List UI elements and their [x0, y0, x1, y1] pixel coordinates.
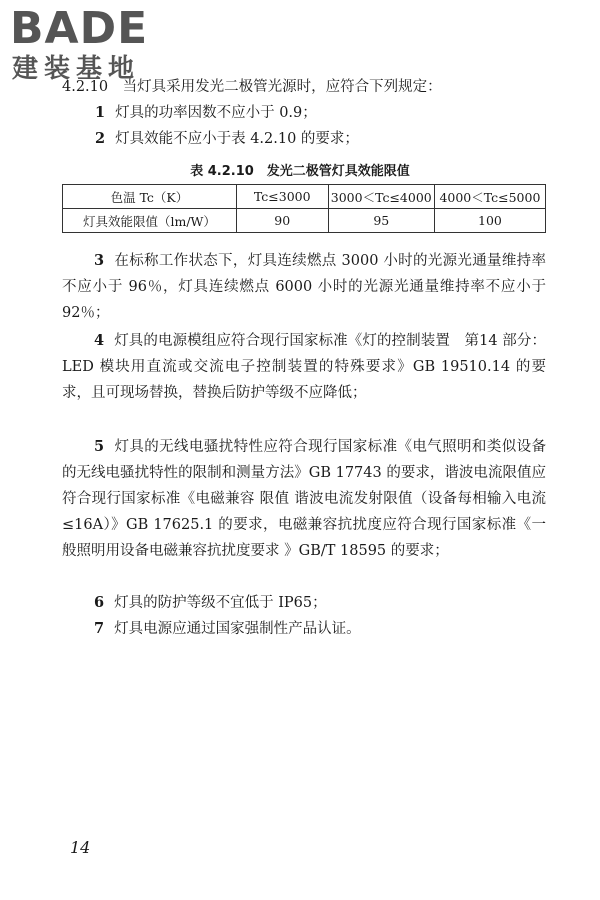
list-item-1 — [95, 100, 546, 126]
table-header-cell: Tc≤3000 — [236, 185, 328, 209]
item-text: 灯具的无线电骚扰特性应符合现行国家标准《电气照明和类似设备的无线电骚扰特性的限制和测量方法》GB 17743 的要求，谐波电流限值应符合现行国家标准《电磁兼容 限值 谐波电流发射限值（设备每相输入电流≤16A）》GB 17625.1 的要求，电磁兼容抗扰度应符合现行国家标准《一般照明用设备电磁兼容抗扰度要求 》GB/T 18595 的要求； — [62, 439, 546, 559]
list-item-5 — [62, 434, 546, 564]
list-item-6 — [62, 590, 546, 616]
item-text: 灯具的功率因数不应小于 0.9； — [115, 105, 317, 121]
item-text: 灯具效能不应小于表 4.2.10 的要求； — [115, 131, 359, 147]
item-text: 灯具电源应通过国家强制性产品认证。 — [114, 621, 361, 637]
table-cell: 100 — [434, 209, 545, 233]
table-header-cell: 色温 Tc（K） — [63, 185, 237, 209]
item-number: 1 — [95, 104, 106, 121]
item-number: 6 — [94, 594, 105, 611]
item-number: 3 — [94, 252, 105, 269]
table-header-cell: 4000＜Tc≤5000 — [434, 185, 545, 209]
watermark-chinese: 建装基地 — [12, 54, 141, 84]
page-number: 14 — [70, 838, 91, 857]
list-item-2 — [95, 126, 546, 152]
item-number: 2 — [95, 130, 106, 147]
item-number: 5 — [94, 438, 105, 455]
item-text: 灯具的防护等级不宜低于 IP65； — [114, 595, 327, 611]
table-cell: 95 — [328, 209, 434, 233]
clause-intro: 4.2.10 当灯具采用发光二极管光源时，应符合下列规定： — [62, 79, 442, 95]
watermark-latin: BADE — [10, 3, 149, 54]
table-caption: 表 4.2.10 发光二极管灯具效能限值 — [190, 164, 410, 179]
item-text: 灯具的电源模组应符合现行国家标准《灯的控制装置 第14 部分：LED 模块用直流或交流电子控制装置的特殊要求》GB 19510.14 的要求，且可现场替换，替换后防护等级不应降低； — [62, 333, 546, 401]
table-cell: 90 — [236, 209, 328, 233]
efficacy-table — [62, 184, 546, 233]
list-item-4 — [62, 328, 546, 406]
list-item-3 — [62, 248, 546, 326]
item-number: 7 — [94, 620, 105, 637]
table-row — [63, 209, 546, 233]
table-cell: 灯具效能限值（lm/W） — [63, 209, 237, 233]
item-text: 在标称工作状态下，灯具连续燃点 3000 小时的光源光通量维持率不应小于 96％，灯具连续燃点 6000 小时的光源光通量维持率不应小于 92％； — [62, 253, 546, 321]
item-number: 4 — [94, 332, 105, 349]
table-header-row — [63, 185, 546, 209]
table-header-cell: 3000＜Tc≤4000 — [328, 185, 434, 209]
list-item-7 — [62, 616, 546, 642]
